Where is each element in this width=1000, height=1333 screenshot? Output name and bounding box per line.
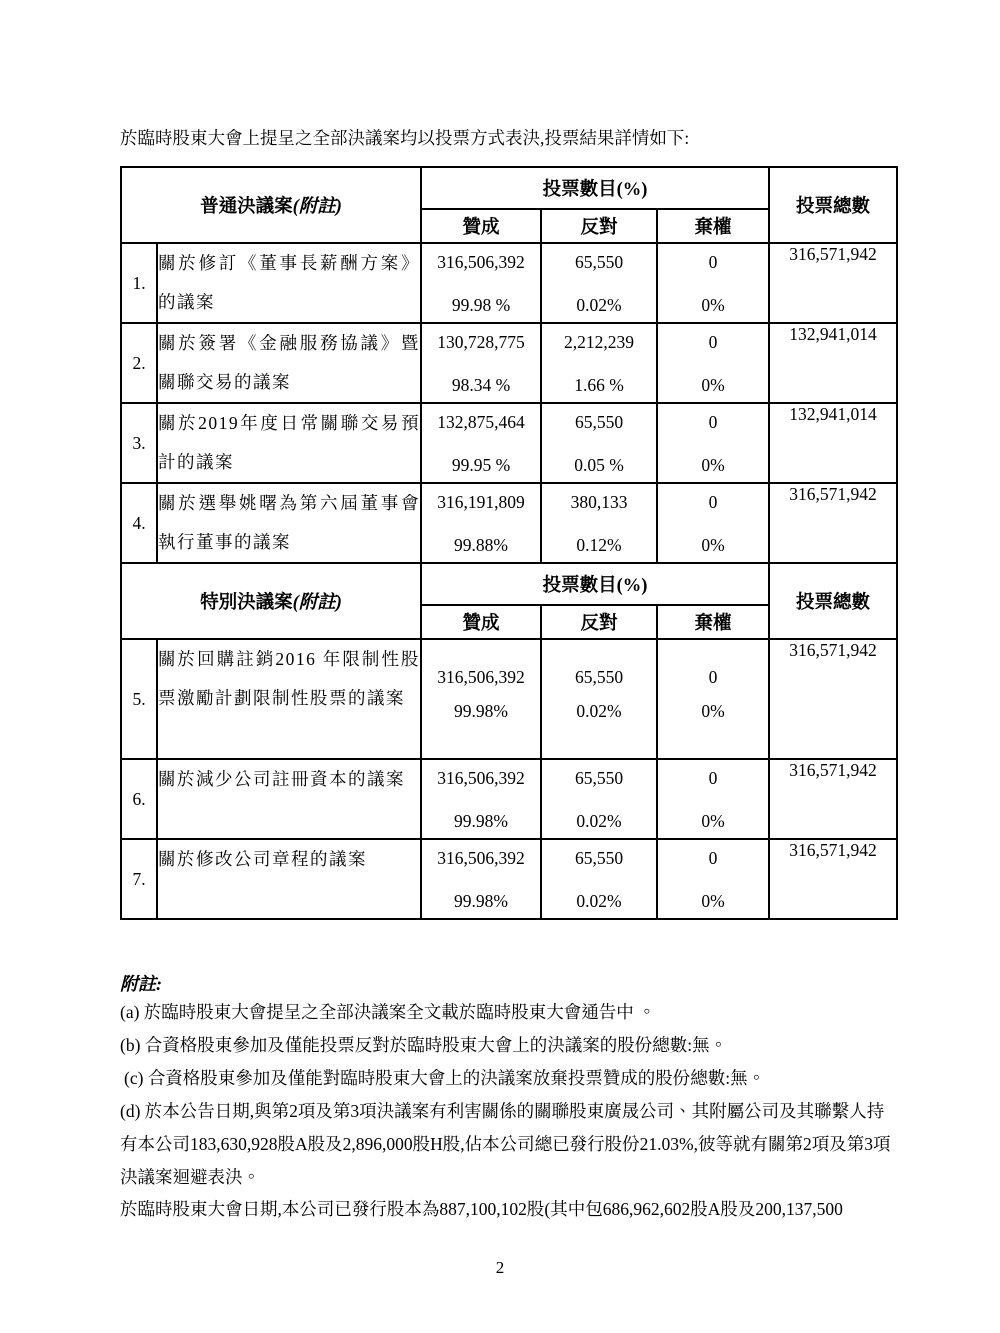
col-header-abstain: 棄權 — [657, 605, 769, 639]
vote-abstain-pct: 0% — [701, 891, 725, 911]
note-label: (c) — [124, 1068, 144, 1088]
note-item-b — [120, 1029, 896, 1062]
vote-total: 316,571,942 — [769, 639, 897, 759]
col-header-against: 反對 — [541, 209, 657, 243]
note-item-c — [120, 1062, 896, 1095]
vote-against-cell — [541, 639, 657, 759]
resolution-number: 2. — [121, 323, 157, 403]
resolution-number: 3. — [121, 403, 157, 483]
vote-for-cell — [421, 759, 541, 839]
vote-against-pct: 0.12% — [576, 535, 622, 555]
vote-for-cell — [421, 403, 541, 483]
note-label: (a) — [120, 1002, 140, 1022]
vote-against-count: 65,550 — [574, 768, 624, 788]
vote-against-cell — [541, 323, 657, 403]
vote-against-cell — [541, 759, 657, 839]
vote-against-pct: 0.02% — [576, 811, 622, 831]
vote-against-pct: 0.02% — [576, 295, 622, 315]
vote-against-cell — [541, 483, 657, 563]
vote-total: 316,571,942 — [769, 839, 897, 919]
vote-against-cell — [541, 403, 657, 483]
votes-total-header: 投票總數 — [769, 563, 897, 639]
vote-against-cell — [541, 243, 657, 323]
note-text: 於本公告日期,與第2項及第3項決議案有利害關係的關聯股東廣晟公司、其附屬公司及其聯繫人持有本公司183,630,928股A股及2,896,000股H股,佔本公司總已發行股份21.03%,彼等就有關第2項及第3項決議案迴避表決。 — [120, 1101, 891, 1187]
vote-abstain-cell — [657, 323, 769, 403]
vote-abstain-pct: 0% — [701, 455, 725, 475]
resolution-number: 1. — [121, 243, 157, 323]
vote-for-cell — [421, 323, 541, 403]
note-item-d — [120, 1095, 896, 1194]
section-title-note: (附註) — [292, 197, 342, 217]
resolution-description: 關於修改公司章程的議案 — [157, 839, 421, 919]
note-text: 於臨時股東大會提呈之全部決議案全文載於臨時股東大會通告中 。 — [143, 1002, 656, 1022]
vote-for-pct: 99.98% — [454, 891, 508, 911]
col-header-against: 反對 — [541, 605, 657, 639]
note-label: (d) — [120, 1101, 141, 1121]
vote-against-count: 65,550 — [574, 848, 624, 868]
vote-abstain-pct: 0% — [701, 535, 725, 555]
col-header-abstain: 棄權 — [657, 209, 769, 243]
share-capital-paragraph: 於臨時股東大會日期,本公司已發行股本為887,100,102股(其中包686,962,602股A股及200,137,500 — [120, 1199, 843, 1219]
vote-abstain-cell — [657, 483, 769, 563]
resolution-description: 關於選舉姚曙為第六屆董事會執行董事的議案 — [157, 483, 421, 563]
votes-total-header: 投票總數 — [769, 167, 897, 243]
note-text: 合資格股東參加及僅能投票反對於臨時股東大會上的決議案的股份總數:無。 — [144, 1035, 728, 1055]
resolution-number: 5. — [121, 639, 157, 759]
vote-for-count: 132,875,464 — [437, 412, 525, 432]
notes-title: 附註: — [120, 974, 162, 994]
vote-against-pct: 1.66 % — [574, 375, 624, 395]
vote-abstain-pct: 0% — [701, 375, 725, 395]
vote-against-count: 65,550 — [574, 412, 624, 432]
voting-results-table — [120, 166, 898, 920]
votes-count-header: 投票數目(%) — [421, 167, 769, 209]
vote-total: 316,571,942 — [769, 243, 897, 323]
resolution-number: 6. — [121, 759, 157, 839]
table-row — [121, 759, 897, 839]
special-header-row — [121, 563, 897, 605]
vote-for-count: 316,506,392 — [437, 252, 525, 272]
vote-abstain-cell — [657, 639, 769, 759]
resolution-number: 7. — [121, 839, 157, 919]
table-row — [121, 483, 897, 563]
vote-abstain-cell — [657, 243, 769, 323]
resolution-description: 關於減少公司註冊資本的議案 — [157, 759, 421, 839]
vote-against-pct: 0.05 % — [574, 455, 624, 475]
ordinary-header-row — [121, 167, 897, 209]
note-item-a — [120, 996, 896, 1029]
col-header-for: 贊成 — [421, 209, 541, 243]
vote-against-count: 65,550 — [574, 252, 624, 272]
vote-for-cell — [421, 639, 541, 759]
ordinary-section-title — [121, 167, 421, 243]
vote-abstain-pct: 0% — [701, 295, 725, 315]
vote-abstain-count: 0 — [708, 768, 718, 788]
table-row — [121, 243, 897, 323]
vote-for-pct: 98.34 % — [451, 375, 511, 395]
vote-abstain-count: 0 — [708, 492, 718, 512]
vote-abstain-cell — [657, 839, 769, 919]
table-row — [121, 639, 897, 759]
vote-abstain-count: 0 — [708, 252, 718, 272]
resolution-description: 關於修訂《董事長薪酬方案》的議案 — [157, 243, 421, 323]
section-title-note: (附註) — [292, 593, 342, 613]
vote-against-count: 380,133 — [570, 492, 628, 512]
col-header-for: 贊成 — [421, 605, 541, 639]
vote-abstain-count: 0 — [708, 412, 718, 432]
vote-against-cell — [541, 839, 657, 919]
vote-abstain-count: 0 — [708, 332, 718, 352]
vote-abstain-count: 0 — [708, 667, 718, 687]
vote-for-pct: 99.95 % — [451, 455, 511, 475]
section-title-text: 特別決議案 — [200, 593, 293, 613]
vote-for-pct: 99.88% — [454, 535, 508, 555]
note-text: 合資格股東參加及僅能對臨時股東大會上的決議案放棄投票贊成的股份總數:無。 — [147, 1068, 766, 1088]
vote-total: 132,941,014 — [769, 323, 897, 403]
vote-for-count: 130,728,775 — [437, 332, 525, 352]
page-number: 2 — [495, 1258, 505, 1277]
vote-total: 132,941,014 — [769, 403, 897, 483]
vote-abstain-pct: 0% — [701, 811, 725, 831]
vote-abstain-count: 0 — [708, 848, 718, 868]
vote-for-count: 316,506,392 — [437, 768, 525, 788]
vote-against-pct: 0.02% — [576, 701, 622, 721]
resolution-description: 關於簽署《金融服務協議》暨關聯交易的議案 — [157, 323, 421, 403]
vote-abstain-cell — [657, 759, 769, 839]
vote-for-cell — [421, 483, 541, 563]
special-section-title — [121, 563, 421, 639]
vote-total: 316,571,942 — [769, 483, 897, 563]
resolution-description: 關於回購註銷2016 年限制性股票激勵計劃限制性股票的議案 — [157, 639, 421, 759]
vote-for-count: 316,506,392 — [437, 848, 525, 868]
resolution-description: 關於2019年度日常關聯交易預計的議案 — [157, 403, 421, 483]
vote-total: 316,571,942 — [769, 759, 897, 839]
table-row — [121, 839, 897, 919]
vote-abstain-cell — [657, 403, 769, 483]
table-row — [121, 403, 897, 483]
note-label: (b) — [120, 1035, 141, 1055]
vote-for-count: 316,506,392 — [437, 667, 525, 687]
vote-for-count: 316,191,809 — [437, 492, 525, 512]
vote-abstain-pct: 0% — [701, 701, 725, 721]
votes-count-header: 投票數目(%) — [421, 563, 769, 605]
vote-for-cell — [421, 839, 541, 919]
vote-for-pct: 99.98% — [454, 811, 508, 831]
vote-against-count: 2,212,239 — [564, 332, 634, 352]
vote-against-count: 65,550 — [574, 667, 624, 687]
vote-for-pct: 99.98 % — [451, 295, 511, 315]
resolution-number: 4. — [121, 483, 157, 563]
vote-for-pct: 99.98% — [454, 701, 508, 721]
section-title-text: 普通決議案 — [200, 197, 293, 217]
table-row — [121, 323, 897, 403]
vote-against-pct: 0.02% — [576, 891, 622, 911]
vote-for-cell — [421, 243, 541, 323]
intro-text: 於臨時股東大會上提呈之全部決議案均以投票方式表決,投票結果詳情如下: — [120, 128, 690, 148]
